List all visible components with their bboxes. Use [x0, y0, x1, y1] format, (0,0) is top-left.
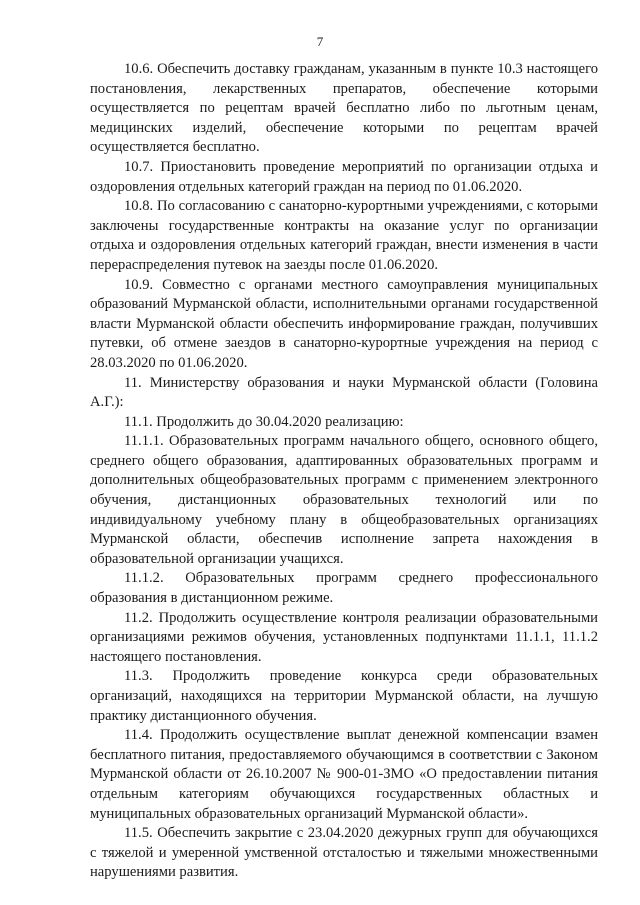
paragraph-11-1: 11.1. Продолжить до 30.04.2020 реализацию:: [124, 413, 404, 430]
paragraph-10-6: 10.6. Обеспечить доставку гражданам, указанным в пункте 10.3 настоящего постановления, лекарственных препаратов, обеспечение которыми осуществляется по рецептам врачей бесплатно либо по льготным ценам, медицинских изделий, обеспечение которыми по рецептам врачей осуществляется бесплатно.: [90, 61, 598, 156]
paragraph-11-2: 11.2. Продолжить осуществление контроля реализации образовательными организациями режимов обучения, установленных подпунктами 11.1.1, 11.1.2 настоящего постановления.: [90, 609, 598, 665]
paragraph-11-5: 11.5. Обеспечить закрытие с 23.04.2020 дежурных групп для обучающихся с тяжелой и умеренной умственной отсталостью и тяжелыми множественными нарушениями развития.: [90, 825, 598, 881]
page-number: 7: [316, 34, 324, 49]
paragraph-11-1-2: 11.1.2. Образовательных программ среднего профессионального образования в дистанционном режиме.: [90, 570, 598, 607]
document-body: [90, 60, 598, 883]
paragraph-10-8: 10.8. По согласованию с санаторно-курортными учреждениями, с которыми заключены государственные контракты на оказание услуг по организации отдыха и оздоровления отдельных категорий граждан, внести изменения в части перераспределения путевок на заезды после 01.06.2020.: [90, 198, 598, 273]
paragraph-11-3: 11.3. Продолжить проведение конкурса среди образовательных организаций, находящихся на территории Мурманской области, на лучшую практику дистанционного обучения.: [90, 668, 598, 724]
paragraph-11-1-1: 11.1.1. Образовательных программ начального общего, основного общего, среднего общего образования, адаптированных образовательных программ и дополнительных общеобразовательных программ с применением электронного обучения, дистанционных образовательных технологий или по индивидуальному учебному плану в общеобразовательных организациях Мурманской области, обеспечив исполнение запрета нахождения в образовательной организации учащихся.: [90, 433, 598, 567]
paragraph-10-9: 10.9. Совместно с органами местного самоуправления муниципальных образований Мурманской области, исполнительными органами государственной власти Мурманской области обеспечить информирование граждан, получивших путевки, об отмене заездов в санаторно-курортные учреждения на период с 28.03.2020 по 01.06.2020.: [90, 276, 598, 371]
paragraph-11: 11. Министерству образования и науки Мурманской области (Головина А.Г.):: [90, 374, 598, 411]
paragraph-11-4: 11.4. Продолжить осуществление выплат денежной компенсации взамен бесплатного питания, предоставляемого обучающимся в соответствии с Законом Мурманской области от 26.10.2007 № 900-01-ЗМО «О предоставлении питания отдельным категориям обучающихся государственных областных и муниципальных образовательных организаций Мурманской области».: [90, 727, 598, 822]
paragraph-10-7: 10.7. Приостановить проведение мероприятий по организации отдыха и оздоровления отдельных категорий граждан на период по 01.06.2020.: [90, 158, 598, 195]
